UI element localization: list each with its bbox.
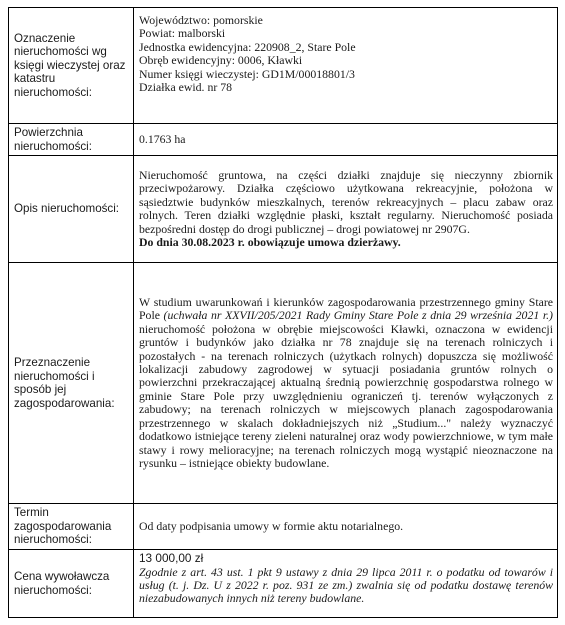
przeznaczenie-resolution: (uchwała nr XXVII/205/2021 Rady Gminy Stare Pole z dnia 29 września 2021 r.) bbox=[163, 308, 553, 323]
label-opis: Opis nieruchomości: bbox=[9, 156, 134, 263]
price-value: 13 000,00 zł bbox=[139, 551, 204, 566]
value-termin: Od daty podpisania umowy w formie aktu notarialnego. bbox=[134, 504, 558, 550]
powiat-line: Powiat: malborski bbox=[139, 26, 226, 41]
row-opis bbox=[9, 156, 558, 263]
obreb-line: Obręb ewidencyjny: 0006, Kławki bbox=[139, 53, 303, 68]
row-oznaczenie bbox=[9, 8, 558, 124]
value-cena bbox=[134, 550, 558, 618]
label-przeznaczenie: Przeznaczenie nieruchomości i sposób jej zagospodarowania: bbox=[9, 263, 134, 504]
label-powierzchnia: Powierzchnia nieruchomości: bbox=[9, 124, 134, 156]
vat-note: Zgodnie z art. 43 ust. 1 pkt 9 ustawy z dnia 29 lipca 2011 r. o podatku od towarów i usług (t. j. Dz. U z 2022 r. poz. 931 ze zm.) zwalnia się od podatku dostawę terenów niezabudowanych innych niż tereny budowlane. bbox=[139, 564, 553, 606]
jednostka-line: Jednostka ewidencyjna: 220908_2, Stare Pole bbox=[139, 39, 356, 54]
row-termin bbox=[9, 504, 558, 550]
kw-number-line: Numer księgi wieczystej: GD1M/00018801/3 bbox=[139, 66, 355, 81]
przeznaczenie-text-1: W studium uwarunkowań i kierunków zagospodarowania przestrzennego gminy Stare Pole bbox=[139, 295, 553, 323]
row-powierzchnia bbox=[9, 124, 558, 156]
value-przeznaczenie bbox=[134, 263, 558, 504]
przeznaczenie-text-2: nieruchomość położona w obrębie miejscowości Kławki, oznaczona w ewidencji gruntów i budynków jako działka nr 78 znajduje się na terenach rolniczych i pozostałych - na terenach rolniczych (użytkach rolnych) dopuszcza się możliwość lokalizacji zabudowy zagrodowej w sytuacji posiadania gruntów rolnych o powierzchni przekraczającej aktualną średnią powierzchnię gospodarstwa rolnego w gminie Stare Pole przy uwzględnieniu ograniczeń tj. terenów wyłączonych z zabudowy; na terenach rolniczych w miejscowych planach zagospodarowania przestrzennego w skalach dokładniejszych niż „Studium..." należy wyznaczyć dodatkowo istniejące tereny zieleni naturalnej oraz wody powierzchniowe, w tym małe stawy i rowy melioracyjne; na terenach rolniczych mogą wystąpić nieoznaczone na rysunku – istniejące obiekty budowlane. bbox=[139, 321, 553, 470]
opis-text: Nieruchomość gruntowa, na części działki znajduje się nieczynny zbiornik przeciwpożarowy. Działka częściowo użytkowana rekreacyjnie, położona w sąsiedztwie budynków mieszkalnych, terenów rekreacyjnych – placu zabaw oraz rolnych. Teren działki względnie płaski, kształt regularny. Nieruchomość posiada bezpośredni dostęp do drogi publicznej – drogi powiatowej nr 2907G. bbox=[139, 167, 553, 236]
label-oznaczenie: Oznaczenie nieruchomości wg księgi wieczystej oraz katastru nieruchomości: bbox=[9, 8, 134, 124]
row-cena bbox=[9, 550, 558, 618]
opis-lease-note: Do dnia 30.08.2023 r. obowiązuje umowa dzierżawy. bbox=[139, 235, 401, 249]
dzialka-line: Działka ewid. nr 78 bbox=[139, 80, 233, 95]
wojewodztwo-line: Województwo: pomorskie bbox=[139, 13, 263, 27]
property-table bbox=[8, 7, 558, 618]
row-przeznaczenie bbox=[9, 263, 558, 504]
value-opis bbox=[134, 156, 558, 263]
label-cena: Cena wywoławcza nieruchomości: bbox=[9, 550, 134, 618]
value-oznaczenie bbox=[134, 8, 558, 124]
label-termin: Termin zagospodarowania nieruchomości: bbox=[9, 504, 134, 550]
value-powierzchnia: 0.1763 ha bbox=[134, 124, 558, 156]
